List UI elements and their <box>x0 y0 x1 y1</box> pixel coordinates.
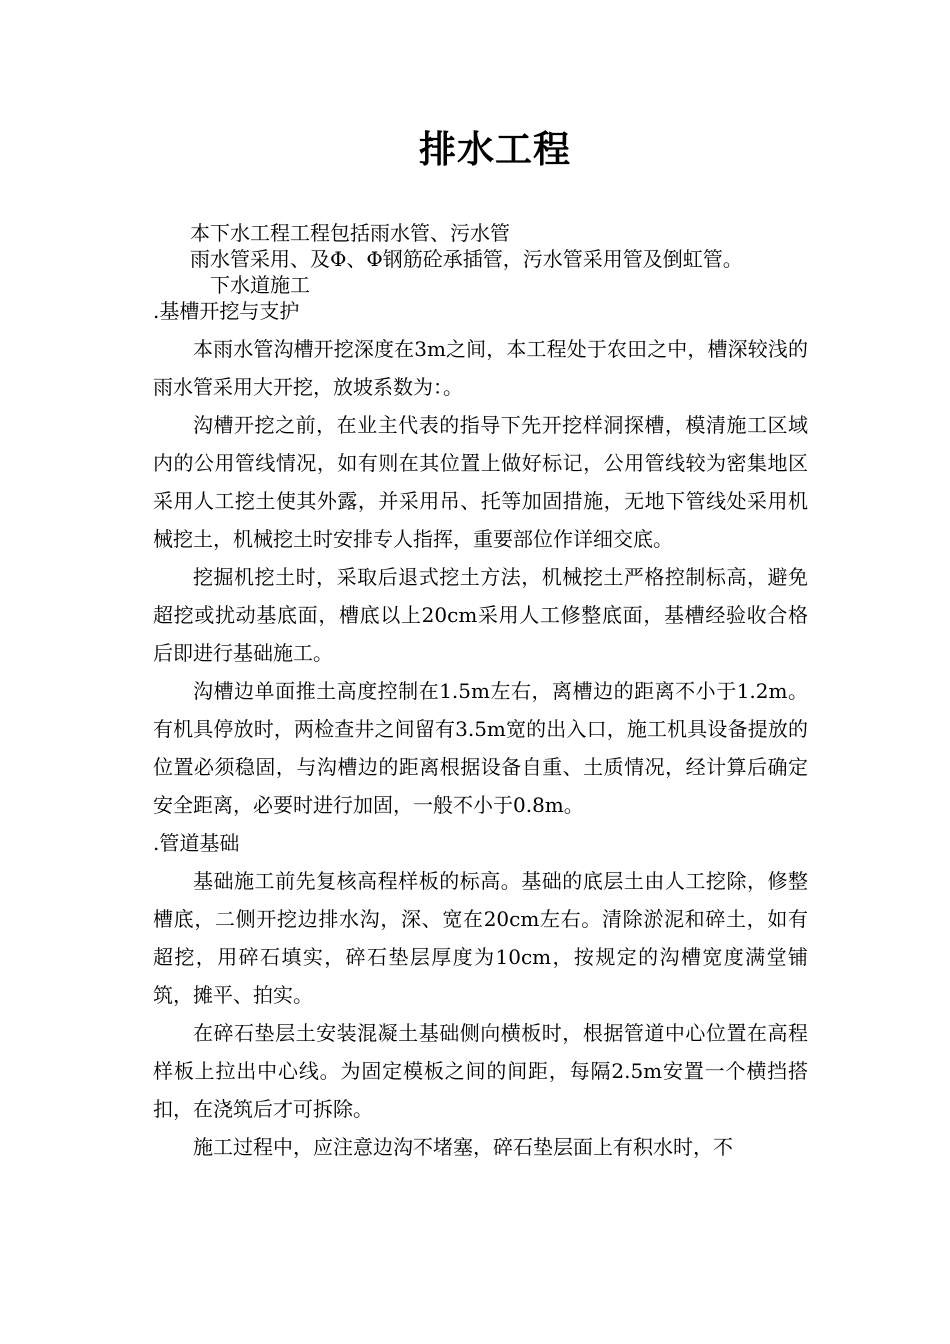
intro-line: 下水道施工 <box>210 273 310 297</box>
section-heading-foundation: .管道基础 <box>153 831 240 855</box>
paragraph: 沟槽开挖之前，在业主代表的指导下先开挖样洞探槽，模清施工区域内的公用管线情况，如有则在其位置上做好标记，公用管线较为密集地区采用人工挖土使其外露，并采用吊、托等加固措施，无地下管线处采用机械挖土，机械挖土时安排专人指挥，重要部位作详细交底。 <box>153 413 808 551</box>
paragraph: 沟槽边单面推土高度控制在1.5m左右，离槽边的距离不小于1.2m。有机具停放时，两检查井之间留有3.5m宽的出入口，施工机具设备提放的位置必须稳固，与沟槽边的距离根据设备自重、土质情况，经计算后确定安全距离，必要时进行加固，一般不小于0.8m。 <box>153 679 808 817</box>
document-body <box>153 330 808 1166</box>
paragraph: 挖掘机挖土时，采取后退式挖土方法，机械挖土严格控制标高，避免超挖或扰动基底面，槽底以上20cm采用人工修整底面，基槽经验收合格后即进行基础施工。 <box>153 565 808 665</box>
intro-line: 本下水工程工程包括雨水管、污水管 <box>190 221 510 245</box>
paragraph: 施工过程中，应注意边沟不堵塞，碎石垫层面上有积水时，不 <box>193 1135 733 1159</box>
paragraph: 本雨水管沟槽开挖深度在3m之间，本工程处于农田之中，槽深较浅的雨水管采用大开挖，放坡系数为：。 <box>153 337 808 399</box>
intro-block <box>0 220 950 324</box>
intro-line: 雨水管采用、及Φ、Φ钢筋砼承插管，污水管采用管及倒虹管。 <box>190 247 743 271</box>
section-heading-excavation: .基槽开挖与支护 <box>153 299 300 323</box>
paragraph: 基础施工前先复核高程样板的标高。基础的底层土由人工挖除，修整槽底，二侧开挖边排水沟，深、宽在20cm左右。清除淤泥和碎土，如有超挖，用碎石填实，碎石垫层厚度为10cm，按规定的沟槽宽度满堂铺筑，摊平、拍实。 <box>153 869 808 1007</box>
paragraph: 在碎石垫层土安装混凝土基础侧向横板时，根据管道中心位置在高程样板上拉出中心线。为固定模板之间的间距，每隔2.5m安置一个横挡搭扣，在浇筑后才可拆除。 <box>153 1021 808 1121</box>
document-title: 排水工程 <box>419 128 571 171</box>
